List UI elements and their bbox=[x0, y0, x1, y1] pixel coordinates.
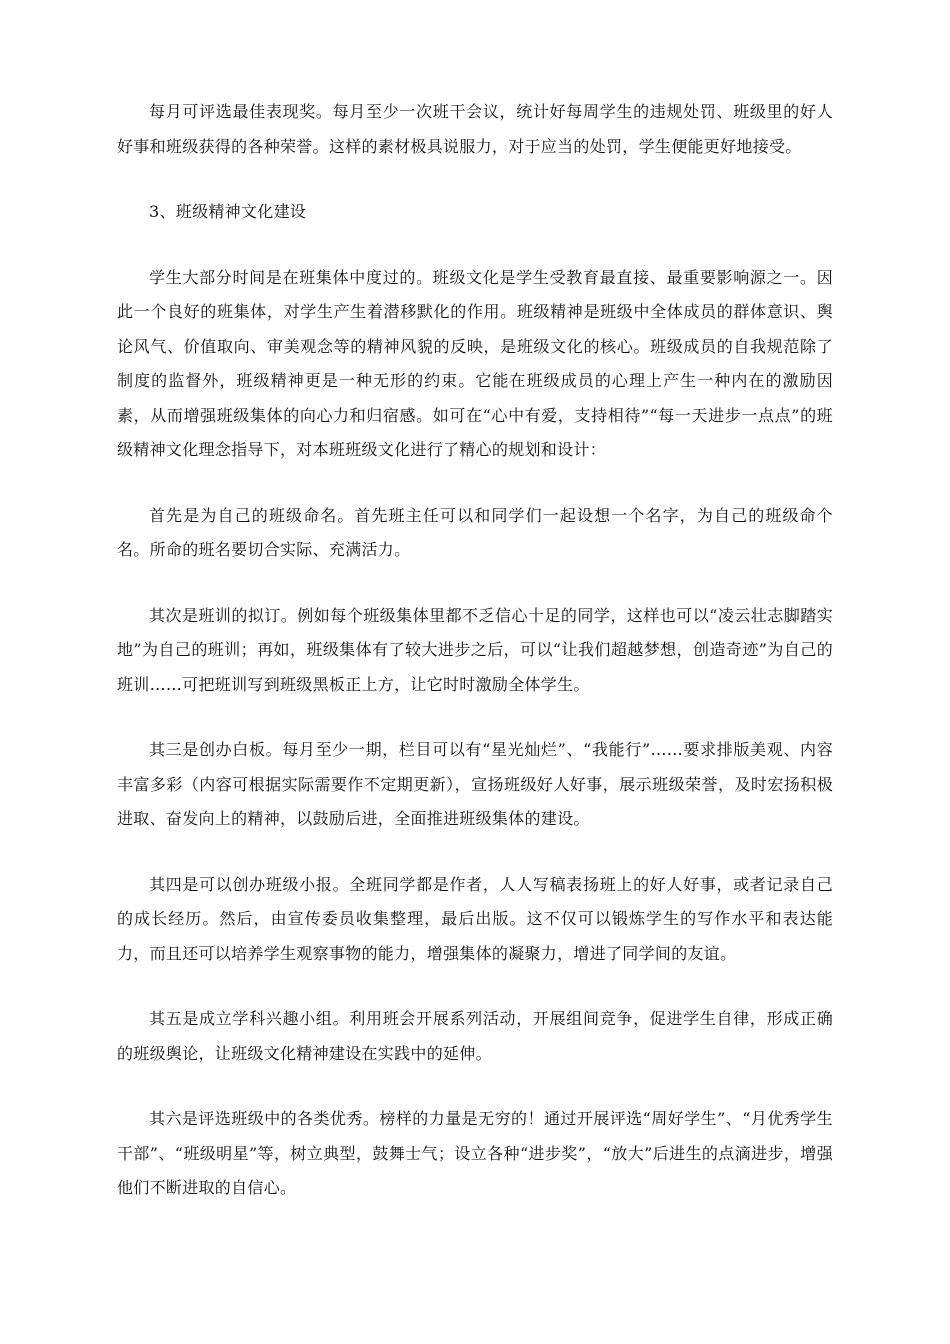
paragraph-class-culture: 学生大部分时间是在班集体中度过的。班级文化是学生受教育最直接、最重要影响源之一。因此一个良好的班集体，对学生产生着潜移默化的作用。班级精神是班级中全体成员的群体意识、舆论风气、价值取向、审美观念等的精神风貌的反映，是班级文化的核心。班级成员的自我规范除了制度的监督外，班级精神更是一种无形的约束。它能在班级成员的心理上产生一种内在的激励因素，从而增强班级集体的向心力和归宿感。如可在“心中有爱，支持相待”“每一天进步一点点”的班级精神文化理念指导下，对本班班级文化进行了精心的规划和设计： bbox=[117, 267, 833, 459]
paragraph-excellence-awards: 其六是评选班级中的各类优秀。榜样的力量是无穷的！通过开展评选“周好学生”、“月优秀学生干部”、“班级明星”等，树立典型，鼓舞士气；设立各种“进步奖”，“放大”后进生的点滴进步，增强他们不断进取的自信心。 bbox=[117, 1109, 833, 1197]
paragraph-whiteboard: 其三是创办白板。每月至少一期，栏目可以有“星光灿烂”、“我能行”……要求排版美观、内容丰富多彩（内容可根据实际需要作不定期更新），宣扬班级好人好事，展示班级荣誉，及时宏扬积极进取、奋发向上的精神，以鼓励后进，全面推进班级集体的建设。 bbox=[117, 740, 833, 828]
paragraph-monthly-awards: 每月可评选最佳表现奖。每月至少一次班干会议，统计好每周学生的违规处罚、班级里的好人好事和班级获得的各种荣誉。这样的素材极具说服力，对于应当的处罚，学生便能更好地接受。 bbox=[117, 102, 833, 156]
section-heading-class-spirit: 3、班级精神文化建设 bbox=[149, 202, 307, 221]
paragraph-class-motto: 其次是班训的拟订。例如每个班级集体里都不乏信心十足的同学，这样也可以“凌云壮志脚踏实地”为自己的班训；再如，班级集体有了较大进步之后，可以“让我们超越梦想，创造奇迹”为自己的班训……可把班训写到班级黑板正上方，让它时时激励全体学生。 bbox=[117, 605, 833, 694]
paragraph-interest-groups: 其五是成立学科兴趣小组。利用班会开展系列活动，开展组间竞争，促进学生自律，形成正确的班级舆论，让班级文化精神建设在实践中的延伸。 bbox=[117, 1009, 833, 1063]
paragraph-class-naming: 首先是为自己的班级命名。首先班主任可以和同学们一起设想一个名字，为自己的班级命个名。所命的班名要切合实际、充满活力。 bbox=[117, 505, 833, 559]
paragraph-class-newspaper: 其四是可以创办班级小报。全班同学都是作者，人人写稿表扬班上的好人好事，或者记录自己的成长经历。然后，由宣传委员收集整理，最后出版。这不仅可以锻炼学生的写作水平和表达能力，而且还可以培养学生观察事物的能力，增强集体的凝聚力，增进了同学间的友谊。 bbox=[117, 874, 833, 963]
